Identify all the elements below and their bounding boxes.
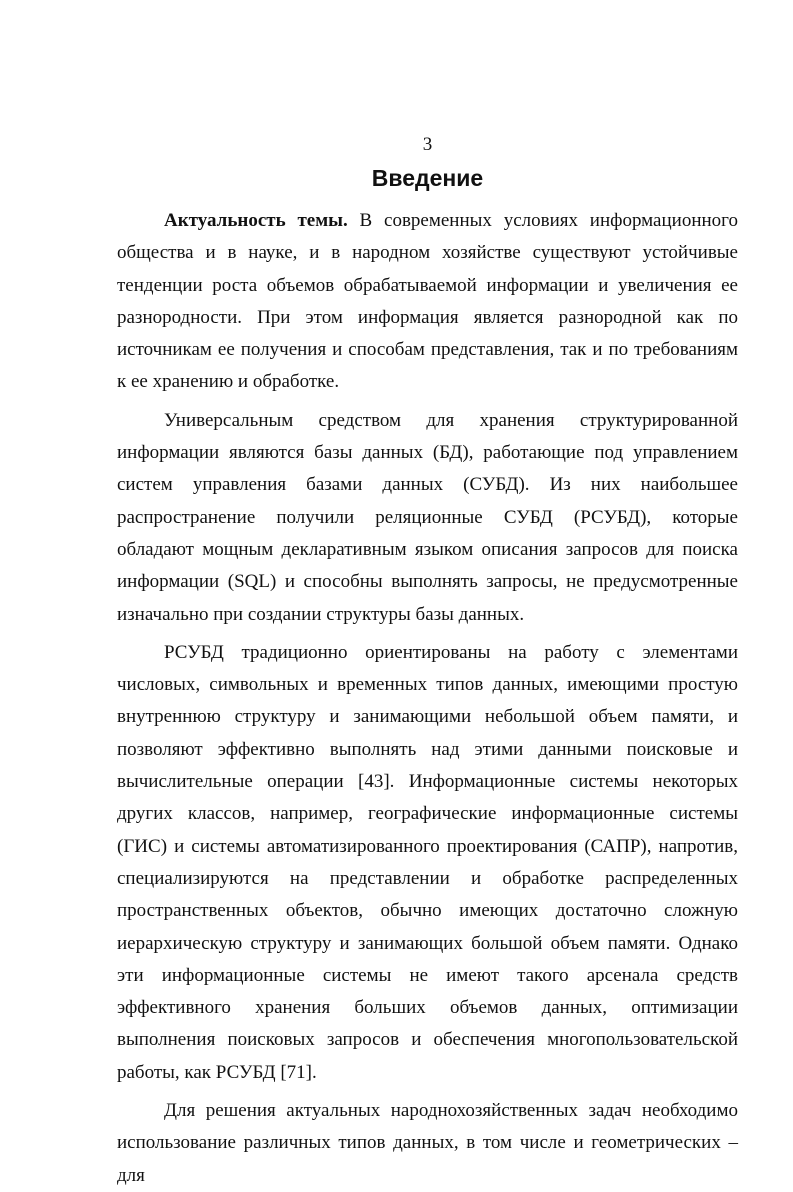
paragraph-rdbms: РСУБД традиционно ориентированы на работу с элементами числовых, символьных и временных типов данных, имеющими простую внутреннюю структуру и занимающими небольшой объем памяти, и позволяют эффективно выполнять над этими данными поисковые и вычислительные операции [43]. Информационные системы некоторых других классов, например, географические информационные системы (ГИС) и системы автоматизированного проектирования (САПР), напротив, специализируются на представлении и обработке распределенных пространственных объектов, обычно имеющих достаточно сложную иерархическую структуру и занимающих большой объем памяти. Однако эти информационные системы не имеют такого арсенала средств эффективного хранения больших объемов данных, оптимизации выполнения поисковых запросов и обеспечения многопользовательской работы, как РСУБД [71]. (117, 641, 738, 1083)
paragraph-relevance (117, 205, 738, 399)
section-heading: Введение (371, 165, 484, 191)
paragraph-text: В современных условиях информационного общества и в науке, и в народном хозяйстве существуют устойчивые тенденции роста объемов обрабатываемой информации и увеличения ее разнородности. При этом информация является разнородной как по источникам ее получения и способам представления, так и по требованиям к ее хранению и обработке. (117, 210, 738, 393)
paragraph-lead-in: Актуальность темы. (164, 210, 348, 231)
page-number: 3 (422, 134, 433, 155)
body-text (117, 205, 738, 1192)
paragraph-databases: Универсальным средством для хранения структурированной информации являются базы данных (БД), работающие под управлением систем управления базами данных (СУБД). Из них наибольшее распространение получили реляционные СУБД (РСУБД), которые обладают мощным декларативным языком описания запросов для поиска информации (SQL) и способны выполнять запросы, не предусмотренные изначально при создании структуры базы данных. (117, 409, 738, 625)
paragraph-tasks: Для решения актуальных народнохозяйственных задач необходимо использование различных типов данных, в том числе и геометрических – для (117, 1100, 738, 1186)
